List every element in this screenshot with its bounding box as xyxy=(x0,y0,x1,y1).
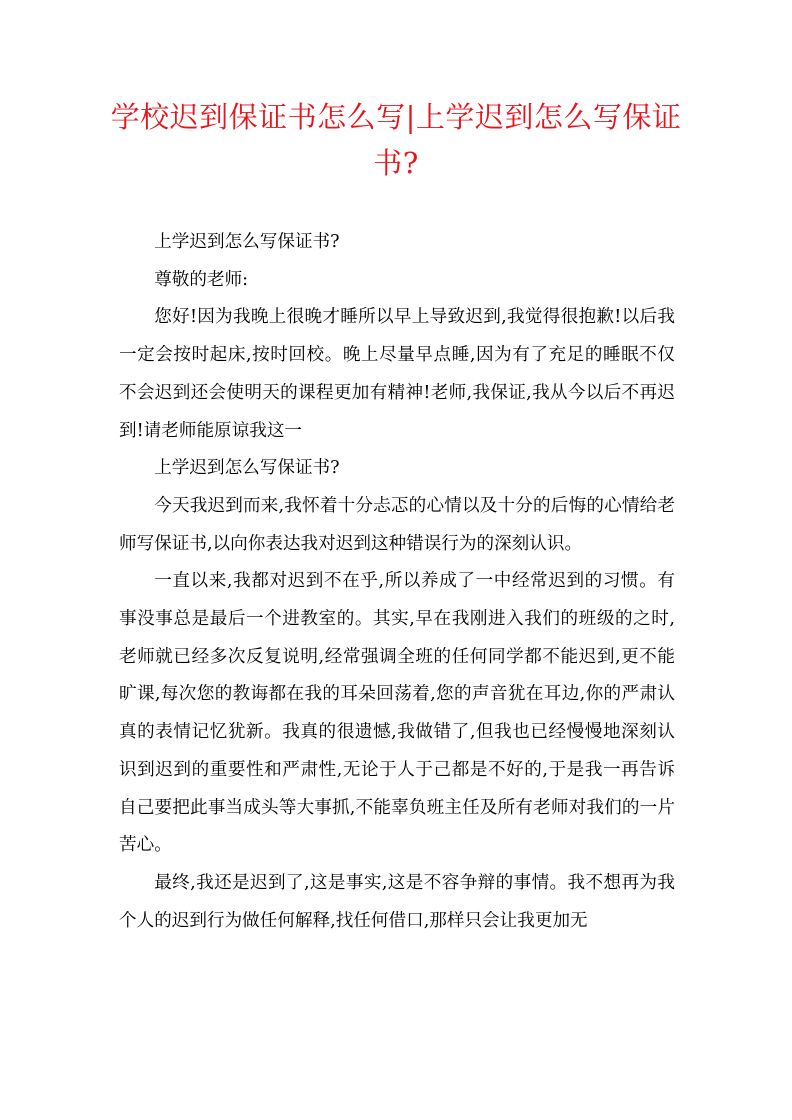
paragraph-4: 最终,我还是迟到了,这是事实,这是不容争辩的事情。我不想再为我个人的迟到行为做任何解释,找任何借口,那样只会让我更加无 xyxy=(119,872,675,931)
paragraph-3: 一直以来,我都对迟到不在乎,所以养成了一中经常迟到的习惯。有事没事总是最后一个进教室的。其实,早在我刚进入我们的班级的之时,老师就已经多次反复说明,经常强调全班的任何同学都不能迟到,更不能旷课,每次您的教诲都在我的耳朵回荡着,您的声音犹在耳边,你的严肃认真的表情记忆犹新。我真的很遗憾,我做错了,但我也已经慢慢地深刻认识到迟到的重要性和严肃性,无论于人于己都是不好的,于是我一再告诉自己要把此事当成头等大事抓,不能辜负班主任及所有老师对我们的一片苦心。 xyxy=(119,571,675,856)
subheading-1: 上学迟到怎么写保证书? xyxy=(154,232,340,252)
salutation: 尊敬的老师: xyxy=(154,269,249,290)
paragraph-2: 今天我迟到而来,我怀着十分忐忑的心情以及十分的后悔的心情给老师写保证书,以向你表达我对迟到这种错误行为的深刻认识。 xyxy=(119,495,675,554)
paragraph-1: 您好!因为我晚上很晚才睡所以早上导致迟到,我觉得很抱歉!以后我一定会按时起床,按时回校。晚上尽量早点睡,因为有了充足的睡眠不仅不会迟到还会使明天的课程更加有精神!老师,我保证,我从今以后不再迟到!请老师能原谅我这一 xyxy=(119,307,675,441)
document-body xyxy=(119,224,675,940)
page-title: 学校迟到保证书怎么写|上学迟到怎么写保证书? xyxy=(110,100,682,180)
subheading-2: 上学迟到怎么写保证书? xyxy=(154,458,340,479)
